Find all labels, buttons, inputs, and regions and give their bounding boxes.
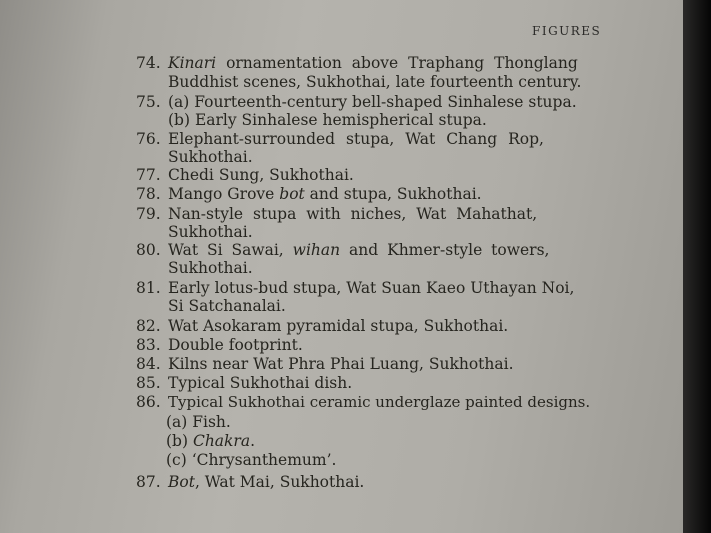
figure-number: 78. bbox=[136, 185, 161, 203]
figure-number: 81. bbox=[136, 279, 161, 297]
figure-caption-line: Elephant-surrounded stupa, Wat Chang Rop, bbox=[168, 130, 544, 148]
figure-caption-line: Early lotus-bud stupa, Wat Suan Kaeo Uthayan Noi, bbox=[168, 279, 575, 297]
figure-number: 75. bbox=[136, 93, 161, 111]
figure-caption-line: Nan-style stupa with niches, Wat Mahathat, bbox=[168, 205, 538, 223]
figure-caption-line: Typical Sukhothai ceramic underglaze painted designs. bbox=[168, 393, 591, 411]
figure-caption-line: Sukhothai. bbox=[168, 148, 253, 166]
figure-number: 85. bbox=[136, 374, 161, 392]
page-edge-shadow bbox=[683, 0, 711, 533]
figure-caption-line: Mango Grove bot and stupa, Sukhothai. bbox=[168, 185, 482, 203]
figure-number: 74. bbox=[136, 54, 161, 72]
figure-caption-line: Kilns near Wat Phra Phai Luang, Sukhothai. bbox=[168, 355, 514, 373]
figure-number: 77. bbox=[136, 166, 161, 184]
figure-number: 87. bbox=[136, 473, 161, 491]
figure-caption-line: (b) Early Sinhalese hemispherical stupa. bbox=[168, 111, 487, 129]
figure-caption-line: Si Satchanalai. bbox=[168, 297, 286, 315]
figure-caption-line: Sukhothai. bbox=[168, 259, 253, 277]
figure-number: 79. bbox=[136, 205, 161, 223]
figure-caption-line: Chedi Sung, Sukhothai. bbox=[168, 166, 354, 184]
figure-caption-line: (c) ‘Chrysanthemum’. bbox=[166, 451, 337, 469]
running-header: FIGURES bbox=[532, 24, 602, 38]
figure-caption-line: Typical Sukhothai dish. bbox=[168, 374, 353, 392]
figure-number: 86. bbox=[136, 393, 161, 411]
figure-caption-line: Wat Asokaram pyramidal stupa, Sukhothai. bbox=[168, 317, 509, 335]
figure-caption-line: Double footprint. bbox=[168, 336, 303, 354]
figure-caption-line: (a) Fish. bbox=[166, 413, 231, 431]
figure-caption-line: (b) Chakra. bbox=[166, 432, 256, 450]
figure-number: 83. bbox=[136, 336, 161, 354]
figure-caption-line: Wat Si Sawai, wihan and Khmer-style towers, bbox=[168, 241, 550, 259]
figure-number: 76. bbox=[136, 130, 161, 148]
figure-number: 84. bbox=[136, 355, 161, 373]
figure-caption-line: Kinari ornamentation above Traphang Thonglang bbox=[168, 54, 578, 72]
figure-caption-line: (a) Fourteenth-century bell-shaped Sinhalese stupa. bbox=[168, 93, 577, 111]
figure-number: 82. bbox=[136, 317, 161, 335]
figure-caption-line: Bot, Wat Mai, Sukhothai. bbox=[168, 473, 365, 491]
figure-caption-line: Sukhothai. bbox=[168, 223, 253, 241]
figure-number: 80. bbox=[136, 241, 161, 259]
figure-caption-line: Buddhist scenes, Sukhothai, late fourteenth century. bbox=[168, 73, 582, 91]
